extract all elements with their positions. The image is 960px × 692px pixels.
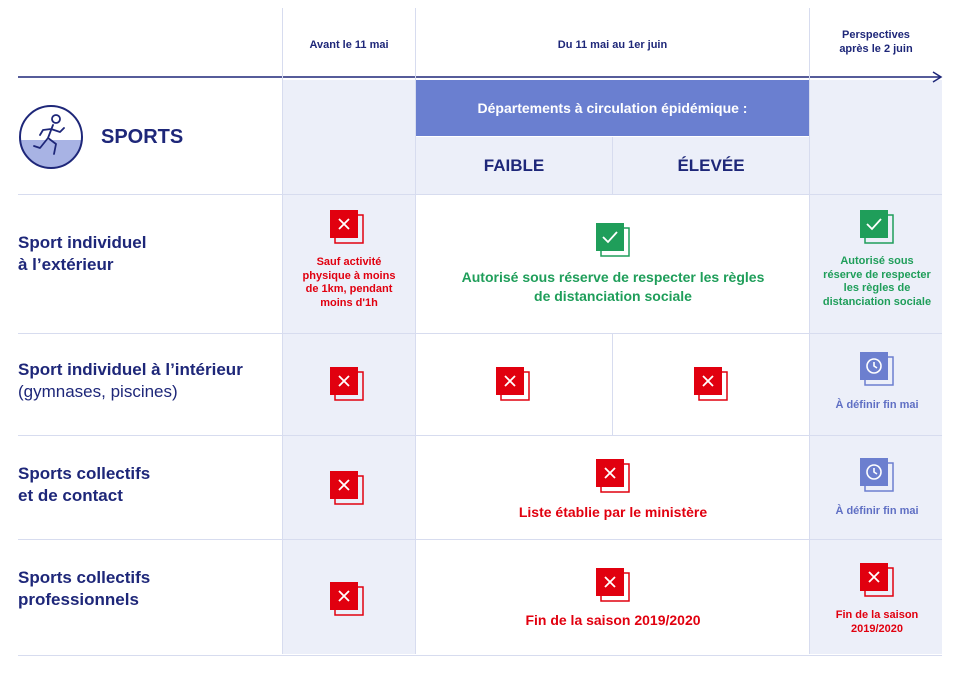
clock-icon	[860, 458, 894, 492]
text-line: Sauf activité	[316, 256, 382, 268]
forbidden-icon	[496, 367, 530, 401]
pro-after-text	[812, 608, 942, 636]
text-line: les règles de	[843, 282, 911, 294]
row-label-outdoor	[18, 232, 146, 276]
dept-banner-text: Départements à circulation épidémique :	[477, 100, 748, 116]
level-high: ÉLEVÉE	[677, 156, 745, 175]
dept-banner	[416, 80, 809, 136]
grid-hline	[18, 655, 942, 656]
row-label-indoor-line1: Sport individuel à l’intérieur	[18, 360, 243, 379]
row-label-contact	[18, 463, 150, 507]
forbidden-icon	[596, 568, 630, 602]
row-label-indoor	[18, 359, 243, 403]
forbidden-icon	[860, 563, 894, 597]
text-line: réserve de respecter	[823, 268, 931, 281]
runner-icon	[18, 104, 84, 170]
allowed-icon	[860, 210, 894, 244]
text-line: distanciation sociale	[822, 295, 932, 308]
row-label-pro-line1: Sports collectifs	[18, 568, 151, 587]
row-label-outdoor-line1: Sport individuel	[18, 233, 147, 252]
level-low: FAIBLE	[483, 156, 545, 175]
section-title: SPORTS	[101, 126, 184, 148]
row-label-contact-line2: et de contact	[18, 486, 123, 505]
row-label-indoor-line2: (gymnases, piscines)	[18, 382, 178, 401]
grid-hline	[18, 333, 942, 334]
grid-hline	[18, 539, 942, 540]
text-line: Autorisé sous réserve de respecter les règles	[461, 269, 765, 285]
grid-vline	[612, 333, 613, 435]
grid-vline	[809, 8, 810, 654]
text-line: de distanciation sociale	[534, 288, 692, 304]
forbidden-icon	[330, 582, 364, 616]
row-label-outdoor-line2: à l’extérieur	[18, 255, 114, 274]
header-during: Du 11 mai au 1er juin	[557, 39, 668, 51]
forbidden-icon	[330, 367, 364, 401]
grid-hline	[18, 435, 942, 436]
outdoor-before-text	[286, 256, 412, 310]
forbidden-icon	[330, 210, 364, 244]
indoor-after-text: À définir fin mai	[835, 399, 919, 411]
grid-vline	[282, 8, 283, 654]
text-line: Autorisé sous	[840, 255, 914, 267]
forbidden-icon	[330, 471, 364, 505]
text-line: moins d'1h	[320, 296, 378, 309]
header-after-line2: après le 2 juin	[839, 43, 913, 55]
text-line: 2019/2020	[851, 623, 903, 635]
header-after	[810, 28, 942, 56]
text-line: physique à moins	[302, 269, 396, 282]
text-line: Fin de la saison	[835, 609, 919, 621]
outdoor-after-text	[812, 255, 942, 309]
text-line: de 1km, pendant	[305, 283, 393, 295]
row-label-pro-line2: professionnels	[18, 590, 139, 609]
row-label-pro	[18, 567, 150, 611]
header-after-line1: Perspectives	[842, 29, 910, 41]
contact-after-text: À définir fin mai	[835, 505, 919, 517]
forbidden-icon	[596, 459, 630, 493]
outdoor-during-text	[420, 268, 806, 306]
allowed-icon	[596, 223, 630, 257]
header-before: Avant le 11 mai	[309, 39, 389, 51]
pro-during-text: Fin de la saison 2019/2020	[525, 612, 701, 628]
row-label-contact-line1: Sports collectifs	[18, 464, 151, 483]
clock-icon	[860, 352, 894, 386]
contact-during-text: Liste établie par le ministère	[518, 504, 708, 520]
forbidden-icon	[694, 367, 728, 401]
grid-hline	[18, 194, 942, 195]
